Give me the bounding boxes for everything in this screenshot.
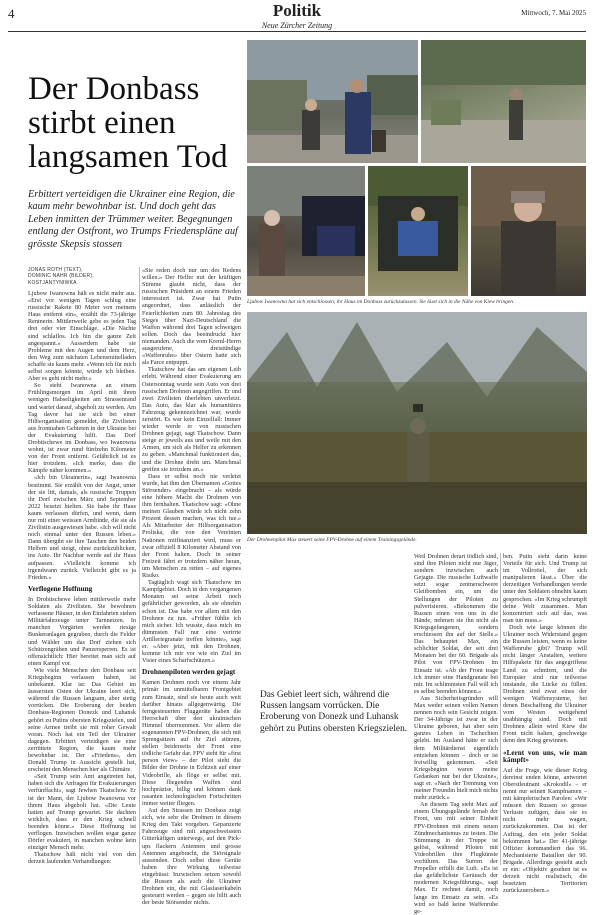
newspaper-logo: Neue Zürcher Zeitung bbox=[261, 21, 333, 30]
photo-caption-top: Ljubow Iwanowna hat sich entschlossen, ihr Haus im Donbass zurückzulassen. Sie lässt sich in die Nähe von Kiew bringen. bbox=[247, 299, 515, 305]
article-column-5 bbox=[503, 553, 587, 895]
issue-date: Mittwoch, 7. Mai 2025 bbox=[521, 9, 586, 17]
article-column-2 bbox=[142, 267, 241, 907]
paragraph: Aus Sicherheitsgründen will Max weder seinen vollen Namen nennen noch sein Gesicht zeigen. Der 34-Jährige ist zwar in der Ukraine geboren, hat aber sein ganzes Leben in Tschechien gelebt. Im Ausland hätte er sich dem Militärdienst eigentlich entziehen können – doch er ist freiwillig gekommen. «Seit Kriegsbeginn waren meine Gedanken nur bei der Ukraine», sagt er. «Nach der Trennung von meiner Freundin hielt mich nichts mehr zurück.» bbox=[414, 694, 498, 802]
subheading: Drohnenpiloten werden gejagt bbox=[142, 668, 236, 677]
section-title: Politik bbox=[272, 1, 322, 20]
photo-bus-loading-image bbox=[368, 166, 468, 296]
photo-caption-main: Der Drohnenpilot Max steuert seine FPV-Drohne auf einem Trainingsgelände. bbox=[247, 537, 417, 543]
photo-drone-pilot bbox=[247, 312, 587, 534]
paragraph: Ljubow Iwanowna hält es nicht mehr aus. «Erst vor wenigen Tagen schlug eine russische Rakete 80 Meter von meinem Haus entfernt ein», erzählt die 73-jährige Rentnerin. Mittlerweile gebe es jeden Tag drei oder vier Einschläge. «Die Nächte sind schlaflos. Ich bin die ganze Zeit angespannt.» Ausserdem habe sie Probleme mit den Augen und dem Herz, den Weg zum nächsten Lebensmittelladen schaffe sie kaum mehr. «Wenn ich für mich selbst sorgen könnte, würde ich bleiben. Aber es geht nicht mehr.» bbox=[28, 290, 136, 383]
byline bbox=[28, 267, 133, 286]
photo-bus-loading bbox=[368, 166, 468, 296]
paragraph: In Drobitschewe leben mittlerweile mehr Soldaten als Zivilisten. Sie bewohnen verlassene Häuser, in den Einfahrten stehen Militärfahrzeuge unter Tarnnetzen. In manchen Vorgärten werden riesige Bunkeranlagen gegraben, durch die Felder und Wälder um das Dorf ziehen sich Schützengräben und Panzersperren. Es ist offensichtlich: Hier bereitet man sich auf einen Kampf vor. bbox=[28, 595, 136, 667]
paragraph: Tagtäglich wagt sich Tkatschow im Kampfgebiet. Doch in den vergangenen Monaten sei seine Arbeit noch gefährlicher geworden, als sie ohnehin schon ist. Das habe vor allem mit den Drohnen zu tun. «Früher fühlte ich mich sicher. Ich wusste, dass mich im dümmsten Fall nur eine verirrte Artilleriegranate treffen könnte», sagt er. «Aber jetzt, mit den Drohnen, komme ich mir vor wie ein Ziel im Visier eines Scharfschützen.» bbox=[142, 579, 241, 665]
paragraph: Tkatschow hat das am eigenen Leib erlebt. Während einer Evakuierung am Ostersonntag wurde sein Auto von drei russischen Drohnen angegriffen. Er und zwei Zivilisten überlebten unverletzt. Das Auto, das klar als humanitäres Fahrzeug gekennzeichnet war, wurde zerstört. Es war kein Einzelfall: Immer wieder werde er von russischen Drohnen gejagt, sagt Tkatschow. Dann steige er jeweils aus und weile mit den Armen, um sich als Helfer zu erkennen zu geben. «Manchmal funktioniert das, und die Drohne dreht um. Manchmal greifen sie trotzdem an.» bbox=[142, 366, 241, 473]
column-divider bbox=[500, 553, 501, 865]
photo-woman-portrait-image bbox=[471, 166, 586, 296]
paragraph: An diesem Tag steht Max auf einem Übungsgelände fernab der Front, um mit seiner Einheit FPV-Drohnen mit einem neuen Zündmechanismus zu testen. Die Stimmung in der Truppe ist gelöst, während Piloten mit Videobrillen ihre Flugkünste vorführen. Das Surren der Propeller erfüllt die Luft. «Es ist das gefährlichste Geräusch der modernen Kriegsführung», sagt Max. Er rechnet damit, noch lange im Einsatz zu sein. «Es wird so bald keine Waffenruhe ge- bbox=[414, 801, 498, 915]
paragraph: So steht Iwanowna an einem Frühlingsmorgen im April mit ihren wenigen Habseligkeiten am Strassenrand und wartet darauf, abgeholt zu werden. Am Tag davor hat sie sich bei einer Hilfsorganisation gemeldet, die Zivilisten aus frontnahen Gebieten in der Ukraine bei der Evakuierung hilft. Das Dorf Drobitschewe im Donbass, wo Iwanowna wohnt, ist zwar rund fünfzehn Kilometer von der Front entfernt. Gefährlich ist es hier trotzdem. «Ich merke, dass die Kämpfe näher kommen.» bbox=[28, 382, 136, 475]
byline-photo: DOMINIC NAHR (BILDER), KOSTJANTYNIWKA bbox=[28, 273, 94, 286]
paragraph: «Sie reden doch nur um des Redens willen.» Der Helfer mit der kräftigen Stimme glaubt nicht, dass der russischen Präsident an einem Frieden interessiert ist. Zwar hat Putin angeordnet, dass anlässlich der Feierlichkeiten zum 80. Jahrestag des Sieges über Nazi-Deutschland die Waffen während drei Tagen schweigen sollen. Doch das beeindruckt hier niemanden. Auch die vom Kreml-Herrn ausgerufene, dreistündige «Waffenruhe» über Ostern hatte sich als Farce entpuppt. bbox=[142, 267, 241, 367]
paragraph: Kamen Drohnen noch vor einem Jahr primär im unmittelbaren Frontgebiet zum Einsatz, sind sie heute auch weit darüber hinaus allgegenwärtig. Die ferngesteuerten Fluggeräte haben die Herrschaft über den ukrainischen Himmel übernommen. Vor allem die sogenannten FPV-Drohnen, die sich mit Sprengsätzen auf ihr Ziel stürzen, stellen beiderseits der Front eine tödliche Gefahr dar. FPV steht für «first person view» – der Pilot sieht die Bilder der Drohne in Echtzeit auf einer Videobrille, als flöge er selbst mit. Diese fliegenden Waffen sind hochpräzise, billig und können dank rasanten technologischen Fortschritten immer weiter fliegen. bbox=[142, 679, 241, 807]
paragraph: Tkatschow hält nicht viel von den derzeit laufenden Verhandlungen: bbox=[28, 851, 136, 866]
photo-evacuation-car bbox=[247, 166, 365, 296]
photo-garden bbox=[421, 40, 586, 163]
paragraph: «Seit Trump sein Amt angetreten hat, haben sich die Anfragen für Evakuierungen verfünffacht», sagt Jewhen Tkatschow. Er ist der Mann, der Ljubow Iwanowna vor ihrem Haus abgeholt hat. «Die Leute hatten auf Trump gewartet. Sie dachten wirklich, dass er den Krieg schnell beenden könne.» Diese Hoffnung ist verflogen. Inzwischen wollen sogar ganze Dörfer evakuiert, in manchen wohne kein einziger Mensch mehr. bbox=[28, 773, 136, 852]
headline: Der Donbass stirbt einen langsamen Tod bbox=[28, 71, 228, 175]
photo-drone-pilot-image bbox=[247, 312, 587, 534]
paragraph: ben. Putin sieht darin keine Vorteile für sich. Und Trump ist im Vollrotiel, der sich manipulieren lässt.» Über die derzeitigen Verhandlungen werde unter den Soldaten ohnehin kaum gesprochen. «Im Krieg schrumpft deine Welt zusammen. Man konzentriert sich auf das, was man tun muss.» bbox=[503, 553, 587, 624]
header-rule bbox=[8, 31, 586, 32]
paragraph: Wie viele Menschen den Donbass seit Kriegsbeginn verlassen haben, ist unbekannt. Klar ist: Das Gebiet im äussersten Osten der Ukraine leert sich, während die Russen langsam, aber stetig vorrücken. Die Eroberung der beiden Donbass-Regionen Donezk und Luhansk gehört zu Putins obersten Kriegszielen, und seine Armee treibt sie mit roher Gewalt voran. Noch hat ein Teil der Ukrainer dagegen. Erbittert verteidigen sie eine zerrüttete Region, die kaum mehr bewohnbar ist. Der «Friedens», den Donald Trump in Aussicht gestellt hat, erscheint den Menschen hier als Chimäre. bbox=[28, 666, 136, 774]
byline-author: JONAS ROTH (TEXT), bbox=[28, 267, 83, 273]
article-column-4 bbox=[414, 553, 498, 915]
photo-village-street bbox=[247, 40, 418, 163]
photo-village-street-image bbox=[247, 40, 418, 163]
photo-woman-portrait bbox=[471, 166, 586, 296]
paragraph: Auf die Frage, wie dieser Krieg dereinst enden könne, antwortet Oberstleutnant «Krokodil» – er nennt nur seinen Kampfnamen – mit kämpferischen Parolen: «Wir müssen den Russen so grosse Verluste zufügen, dass sie es nicht mehr wagen, zurückzukommen. Das ist der Auftrag, den ein jeder Soldat bekommen hat.» Der 41-jährige Offizier kommandiert das 96. Mechanisierte Bataillon der 90. Brigade. Allerdings gesteht auch er ein: «Objektiv gesehen ist es derzeit nicht realistisch, die besetzten Territorien zurückzuerobern.» bbox=[503, 766, 587, 895]
paragraph: Dass er selbst noch nie verletzt wurde, hat ihm den Übernamen «Gottes Störsender» eingebracht – als würde eine höhere Macht die Drohnen von ihm fernhalten. Tkatschow sagt: «Ohne meinen Glauben würde ich nicht zehn Prozent dessen machen, was ich tue.» Als Mitarbeiter der Hilfsorganisation Proliska, die von den Vereinten Nationen mitfinanziert wird, muss er zwar offiziell 8 Kilometer Abstand von der Front halten. Doch in seiner Freizeit fährt er trotzdem näher heran, um Menschen zu retten – auf eigenes Risiko. bbox=[142, 472, 241, 580]
subheading: Verflogene Hoffnung bbox=[28, 584, 93, 593]
subheading: «Lernt von uns, wie man kämpft» bbox=[503, 748, 587, 764]
paragraph: Weil Drohnen derart tödlich sind, sind ihre Piloten nicht nur Jäger, sondern inzwischen auch Gejagte. Die russische Luftwaffe setzt sogar zentnerschwere Gleitbomben ein, um die Stellungen der Piloten zu pulverisieren. «Bekommen die Russen einen von uns in die Hände, nehmen sie ihn nicht als Kriegsgefangenen, sondern erschiessen ihn auf der Stelle.» Das behauptet Max, ein schlichter Soldat, der seit drei Monaten bei der 60. Brigade als Pilot von FPV-Drohnen im Einsatz ist. «Ab der Front trage ich immer eine Handgranate bei mir. Im schlimmsten Fall will ich es selbst beenden können.» bbox=[414, 553, 498, 695]
paragraph: Auf den Strassen im Donbass zeigt sich, wie sehr die Drohnen in diesem Krieg den Takt vorgeben. Gepanzerte Fahrzeuge sind mit angeschweissten Gitterkäfigen unterwegs, auf den Pick-ups flackern Antennen und grosse Antennen angebracht, die Störsignale aussenden. Doch selbst diese Geräte haben ihre Wirkung teilweise eingebüsst: Inzwischen setzen sowohl die Russen als auch die Ukrainer Drohnen ein, die mit Glasfaserkabeln gesteuert werden – gegen sie hilft auch der beste Störsender nichts. bbox=[142, 807, 241, 907]
photo-evacuation-car-image bbox=[247, 166, 365, 296]
pull-quote: Das Gebiet leert sich, während die Russen langsam vorrücken. Die Eroberung von Donezk und Luhansk gehört zu Putins obersten Kriegszielen. bbox=[260, 690, 408, 734]
column-divider bbox=[139, 267, 140, 865]
paragraph: Doch wie lange können die Ukrainer noch Widerstand gegen die Russen leisten, wenn es keine Waffenruhe gibt? Trump will nicht länger Anstalten, weitere Hilfspakete für das angegriffene Land zu schnüren, und die Europäer sind nur teilweise imstande, die Lücke zu füllen. Drohnen sind zwar eines der wenigen Waffensysteme, bei denen Beschaffung die Ukrainer vom Westen weitgehend unabhängig sind. Doch mit Drohnen allein wird Kiew die Front nicht halten, geschweige denn den Krieg gewinnen. bbox=[503, 623, 587, 745]
paragraph: «Ich bin Ukrainerin», sagt Iwanowna bestimmt. Sie erzählt von der Angst, unter der sie litt, damals, als russische Truppen ihr Dorf zwischen März und September 2022 besetzt hielten. Sie habe ihr Haus kaum verlassen dürfen, und wenn, dann nur mit einer weissen Armbinde, die sie als Zivilistin ausgewiesen habe. «Ich will nicht noch einmal unter den Russen leben.» Dann übergibt sie ihre Taschen den beiden Helfern und steigt, ohne zurückzublicken, ins Auto. Ihr Nachbar werde auf ihr Haus aufpassen. «Vielleicht komme ich irgendwann zurück. Vielleicht gibt es ja Frieden.» bbox=[28, 474, 136, 581]
article-column-1 bbox=[28, 290, 136, 865]
page-number: 4 bbox=[8, 6, 15, 21]
lede: Erbittert verteidigen die Ukrainer eine Region, die kaum mehr bewohnbar ist. Und doch geht das Leben inmitten der Trümmer weiter. Begegnungen entlang der Ostfront, wo Trumps Friedenspläne auf grösste Skepsis stossen bbox=[28, 189, 238, 250]
photo-garden-image bbox=[421, 40, 586, 163]
